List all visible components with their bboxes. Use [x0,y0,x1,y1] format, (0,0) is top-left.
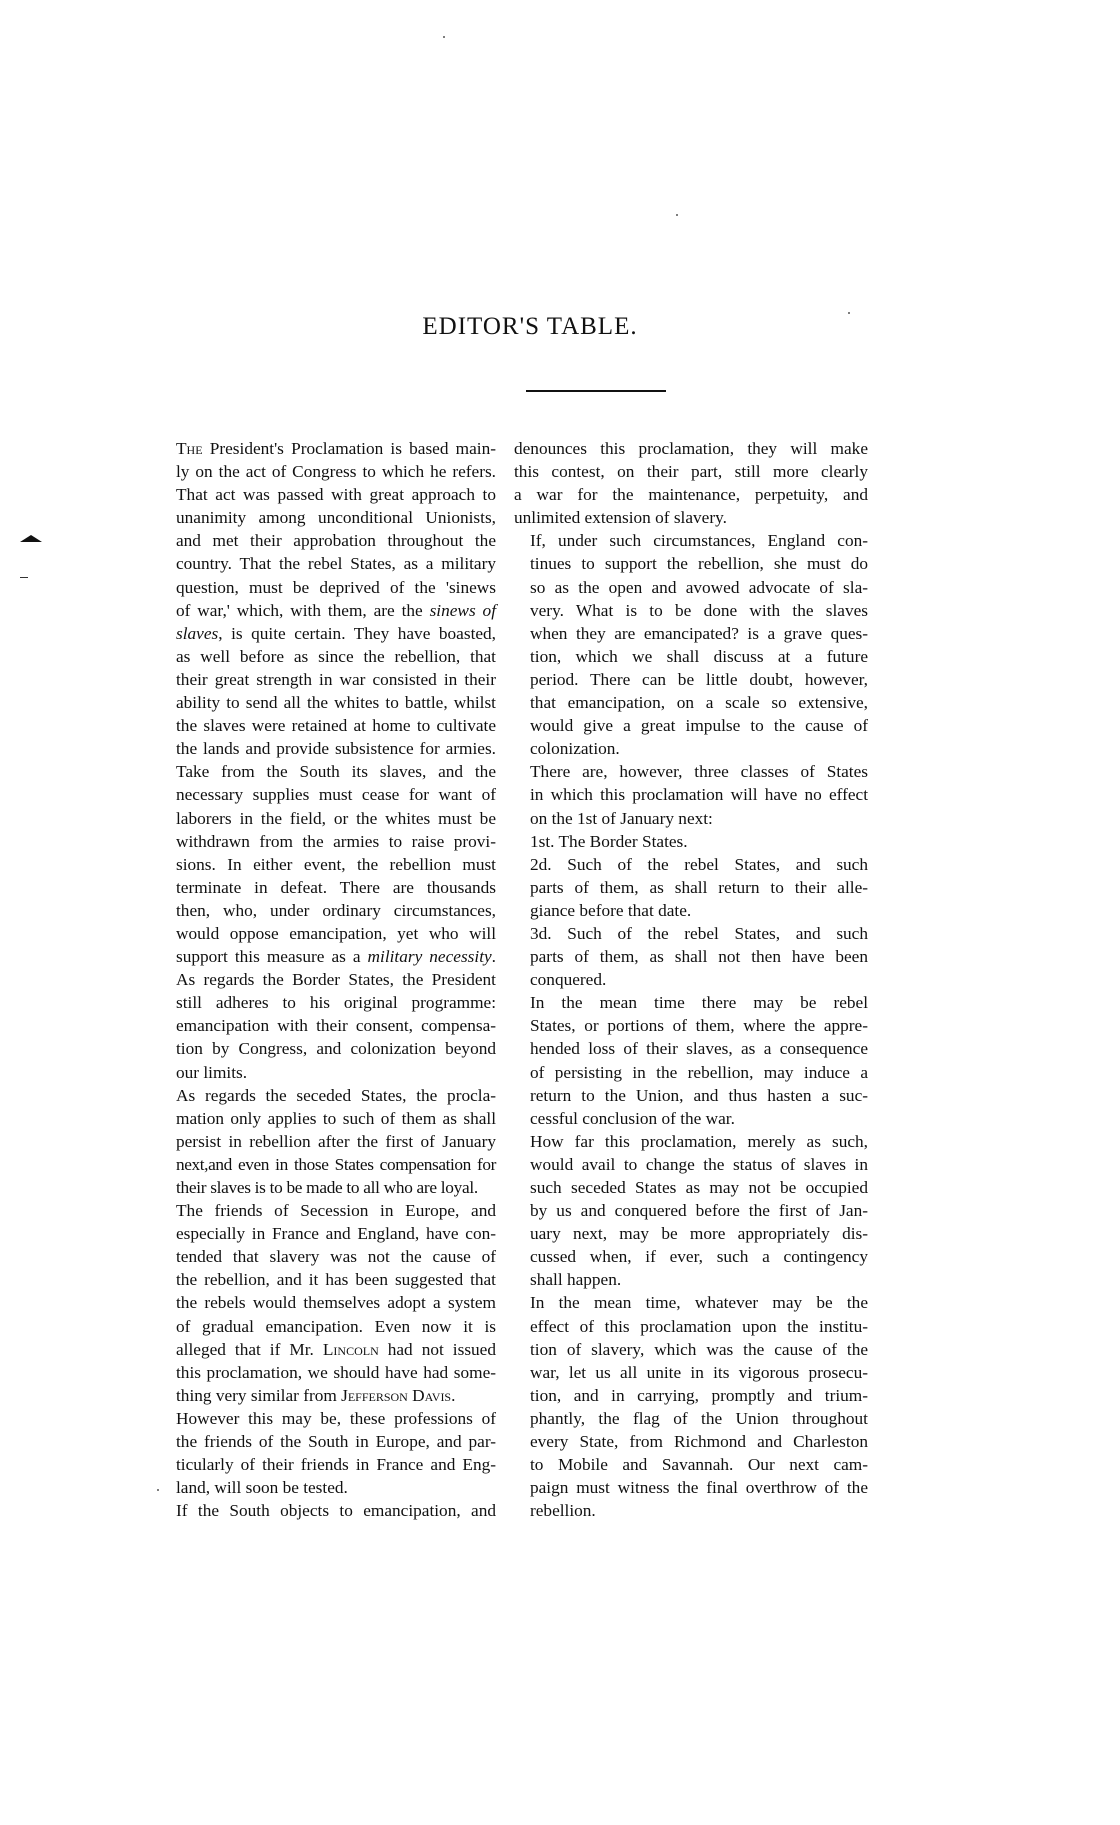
text-line: How far this proclamation, merely as such, [530,1131,868,1151]
text-line: 3d. Such of the rebel States, and such [530,923,868,943]
text-line: There are, however, three classes of States [530,762,868,782]
text-line: cussed when, if ever, such a contingency [530,1247,868,1267]
paragraph [160,437,496,1084]
margin-dash [20,577,28,578]
text-line: tended that slavery was not the cause of [176,1247,496,1267]
text-line: Take from the South its slaves, and the [176,762,496,782]
list-item [514,830,868,853]
text-line: support this measure as a military necessity. [176,947,496,967]
text-line: giance before that date. [530,900,692,920]
text-line: tinues to support the rebellion, she must do [530,554,868,574]
text-line: mation only applies to such of them as shall [176,1108,496,1128]
text-line: 2d. Such of the rebel States, and such [530,854,868,874]
text-line: a war for the maintenance, perpetuity, and [514,485,868,505]
text-line: their great strength in war consisted in their [176,669,496,689]
list-item [514,853,868,922]
text-line: this contest, on their part, still more clearly [514,462,868,482]
scan-speck [676,214,678,216]
text-line: this proclamation, we should have had some- [176,1362,496,1382]
paragraph [160,1084,496,1199]
text-line: As regards the Border States, the President [176,970,496,990]
text-line: rebellion. [530,1501,596,1521]
text-line: If the South objects to emancipation, and [176,1501,496,1521]
text-line: of gradual emancipation. Even now it is [176,1316,496,1336]
text-line: withdrawn from the armies to raise provi- [176,831,496,851]
paragraph [160,1499,496,1522]
text-line: emancipation with their consent, compensa- [176,1016,496,1036]
text-line: when they are emancipated? is a grave ques- [530,623,868,643]
text-line: our limits. [176,1062,248,1082]
text-line: shall happen. [530,1270,622,1290]
text-line: the slaves were retained at home to cultivate [176,716,496,736]
paragraph [514,991,868,1130]
text-line: of persisting in the rebellion, may induce a [530,1062,868,1082]
paragraph [160,1199,496,1407]
text-line: slaves, is quite certain. They have boasted, [176,623,496,643]
text-line: to Mobile and Savannah. Our next cam- [530,1455,868,1475]
text-line [160,437,496,460]
paragraph [514,760,868,829]
text-line: the rebellion, and it has been suggested that [176,1270,496,1290]
text-line: ly on the act of Congress to which he refers. [176,462,496,482]
text-line: then, who, under ordinary circumstances, [176,900,496,920]
text-line: uary next, may be more appropriately dis- [530,1224,868,1244]
text-line: parts of them, as shall not then have been [530,947,868,967]
text-line: paign must witness the final overthrow of the [530,1478,868,1498]
text-line: The friends of Secession in Europe, and [176,1201,496,1221]
paragraph [514,1291,868,1522]
text-line: the rebels would themselves adopt a system [176,1293,496,1313]
text-line: land, will soon be tested. [176,1478,348,1498]
text-line: very. What is to be done with the slaves [530,600,868,620]
text-line: effect of this proclamation upon the institu- [530,1316,868,1336]
text-line: sions. In either event, the rebellion must [176,854,496,874]
text-line: war, let us all unite in its vigorous prosecu- [530,1362,868,1382]
text-line: tion by Congress, and colonization beyond [176,1039,496,1059]
text-line: would give a great impulse to the cause of [530,716,868,736]
text-line: that emancipation, on a scale so extensive, [530,693,868,713]
text-line: In the mean time there may be rebel [530,993,868,1013]
text-line: ticularly of their friends in France and Eng- [176,1455,496,1475]
title-divider [526,390,666,392]
text-line: persist in rebellion after the first of January [176,1131,496,1151]
text-line: denounces this proclamation, they will make [514,439,868,458]
text-line: their slaves is to be made to all who are loyal. [176,1178,478,1197]
text-line: conquered. [530,970,607,990]
text-line: every State, from Richmond and Charleston [530,1432,868,1452]
left-column [160,437,496,1522]
text-line: would oppose emancipation, yet who will [176,923,496,943]
text-line: period. There can be little doubt, however, [530,669,868,689]
text-line: tion, which we shall discuss at a future [530,646,868,666]
text-line: such seceded States as may not be occupied [530,1178,868,1197]
text-line: question, must be deprived of the 'sinews [176,577,496,597]
scan-speck [157,1489,159,1491]
text-line: still adheres to his original programme: [176,993,496,1013]
text-line: hended loss of their slaves, as a consequence [530,1039,868,1059]
text-line: thing very similar from Jefferson Davis. [176,1385,456,1405]
text-line: That act was passed with great approach to [176,485,496,505]
list-item [514,922,868,991]
text-line: tion of slavery, which was the cause of the [530,1339,868,1359]
text-line: ability to send all the whites to battle, whilst [176,693,496,713]
text-line: so as the open and avowed advocate of sla- [530,577,868,597]
text-line: next,and even in those States compensation for [176,1154,496,1174]
text-line: and met their approbation throughout the [176,531,496,551]
line-text: President's Proclamation is based main- [202,439,496,458]
text-line: States, or portions of them, where the appre- [530,1016,868,1036]
text-line: especially in France and England, have con- [176,1224,496,1244]
right-column [514,437,868,1522]
text-line: would avail to change the status of slaves in [530,1154,868,1174]
drop-word: The [176,439,203,458]
text-line: the friends of the South in Europe, and par- [176,1432,496,1452]
scan-speck [848,312,850,314]
page-title: EDITOR'S TABLE. [422,312,638,340]
text-line: country. That the rebel States, as a military [176,554,496,574]
text-line: colonization. [530,739,620,759]
text-line: As regards the seceded States, the procla- [176,1085,496,1105]
paragraph-continued [514,437,868,529]
text-line: parts of them, as shall return to their alle- [530,877,868,897]
text-line: cessful conclusion of the war. [530,1108,735,1128]
text-line: in which this proclamation will have no effect [530,785,868,805]
text-line: as well before as since the rebellion, that [176,646,496,666]
text-line: by us and conquered before the first of Jan- [530,1201,868,1221]
scan-speck [443,36,445,38]
text-line: 1st. The Border States. [530,831,688,851]
text-line: necessary supplies must cease for want of [176,785,496,805]
text-line: on the 1st of January next: [530,808,713,828]
text-line: the lands and provide subsistence for armies. [176,739,496,759]
text-line: If, under such circumstances, England con- [530,531,868,551]
paragraph [160,1407,496,1499]
text-line: tion, and in carrying, promptly and trium- [530,1385,868,1405]
text-line: of war,' which, with them, are the sinews of [176,600,496,620]
text-line: In the mean time, whatever may be the [530,1293,868,1313]
text-line: However this may be, these professions of [176,1408,496,1428]
text-line: return to the Union, and thus hasten a suc- [530,1085,868,1105]
paragraph [514,1130,868,1292]
text-line: alleged that if Mr. Lincoln had not issued [176,1339,496,1359]
text-line: unanimity among unconditional Unionists, [176,508,496,528]
margin-mark [20,535,42,542]
paragraph [514,529,868,760]
text-line: unlimited extension of slavery. [514,508,727,528]
text-line: laborers in the field, or the whites must be [176,808,496,828]
text-line: terminate in defeat. There are thousands [176,877,496,897]
text-line: phantly, the flag of the Union throughout [530,1408,868,1428]
